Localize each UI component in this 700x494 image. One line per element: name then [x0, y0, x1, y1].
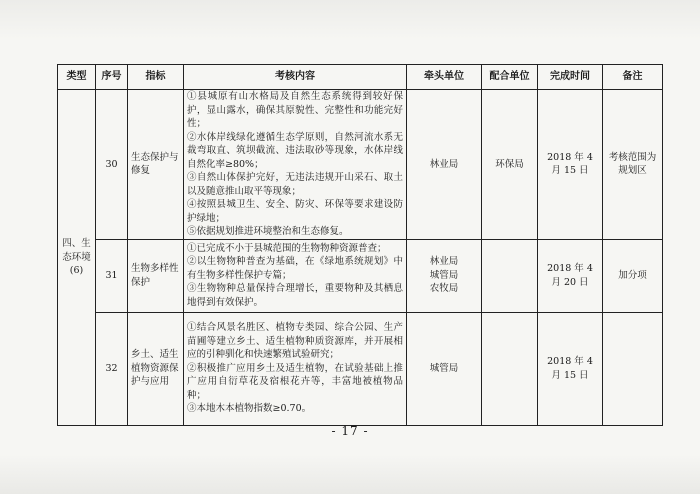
seq-cell: 31	[96, 239, 128, 312]
content-item: ①已完成不小于县城范围的生物物种资源普查；	[187, 242, 387, 254]
header-indicator: 指标	[128, 65, 184, 90]
cooperate-cell: 环保局	[482, 90, 538, 240]
content-item: ③自然山体保护完好，无违法违规开山采石、取土以及随意推山取平等现象；	[187, 172, 403, 197]
remark-cell	[603, 312, 663, 425]
cooperate-cell	[482, 312, 538, 425]
content-item: ③生物物种总量保持合理增长，重要物种及其栖息地得到有效保护。	[187, 283, 403, 308]
header-category: 类型	[58, 65, 96, 90]
content-item: ②积极推广应用乡土及适生植物，在试验基础上推广应用自衍草花及宿根花卉等，丰富地被植物品种；	[187, 362, 403, 401]
deadline-cell: 2018 年 4 月 15 日	[538, 90, 603, 240]
assessment-table	[57, 64, 663, 426]
header-content: 考核内容	[184, 65, 407, 90]
content-item: ①结合风景名胜区、植物专类园、综合公园、生产苗圃等建立乡土、适生植物种质资源库，并开展相应的引种驯化和快速繁殖试验研究；	[187, 322, 403, 361]
content-cell	[184, 239, 407, 312]
header-seq: 序号	[96, 65, 128, 90]
table-row	[58, 239, 663, 312]
content-cell	[184, 90, 407, 240]
header-deadline: 完成时间	[538, 65, 603, 90]
seq-cell: 32	[96, 312, 128, 425]
content-item: ③本地木本植物指数≥0.70。	[187, 403, 312, 415]
content-item: ②以生物物种普查为基础，在《绿地系统规划》中有生物多样性保护专篇；	[187, 256, 403, 281]
content-item: ②水体岸线绿化遵循生态学原则，自然河流水系无裁弯取直、筑坝截流、违法取砂等现象，水体岸线自然化率≥80%；	[187, 131, 403, 170]
table-header-row	[58, 65, 663, 90]
deadline-cell: 2018 年 4 月 15 日	[538, 312, 603, 425]
content-item: ①县城原有山水格局及自然生态系统得到较好保护，显山露水，确保其原貌性、完整性和功能完好性；	[187, 91, 403, 129]
header-remark: 备注	[603, 65, 663, 90]
content-item: ⑤依据规划推进环境整治和生态修复。	[187, 226, 349, 237]
page-number: - 17 -	[331, 424, 369, 438]
header-cooperate: 配合单位	[482, 65, 538, 90]
indicator-cell: 生物多样性保护	[128, 239, 184, 312]
table-row	[58, 312, 663, 425]
content-item: ④按照县城卫生、安全、防灾、环保等要求建设防护绿地；	[187, 199, 403, 224]
indicator-cell: 乡土、适生植物资源保护与应用	[128, 312, 184, 425]
content-cell	[184, 312, 407, 425]
lead-cell: 林业局	[407, 90, 482, 240]
lead-cell: 城管局	[407, 312, 482, 425]
category-cell: 四、生态环境(6)	[58, 90, 96, 426]
header-lead: 牵头单位	[407, 65, 482, 90]
table-row	[58, 90, 663, 240]
indicator-cell: 生态保护与修复	[128, 90, 184, 240]
lead-cell: 林业局 城管局 农牧局	[407, 239, 482, 312]
remark-cell: 加分项	[603, 239, 663, 312]
cooperate-cell	[482, 239, 538, 312]
seq-cell: 30	[96, 90, 128, 240]
deadline-cell: 2018 年 4 月 20 日	[538, 239, 603, 312]
remark-cell: 考核范围为规划区	[603, 90, 663, 240]
